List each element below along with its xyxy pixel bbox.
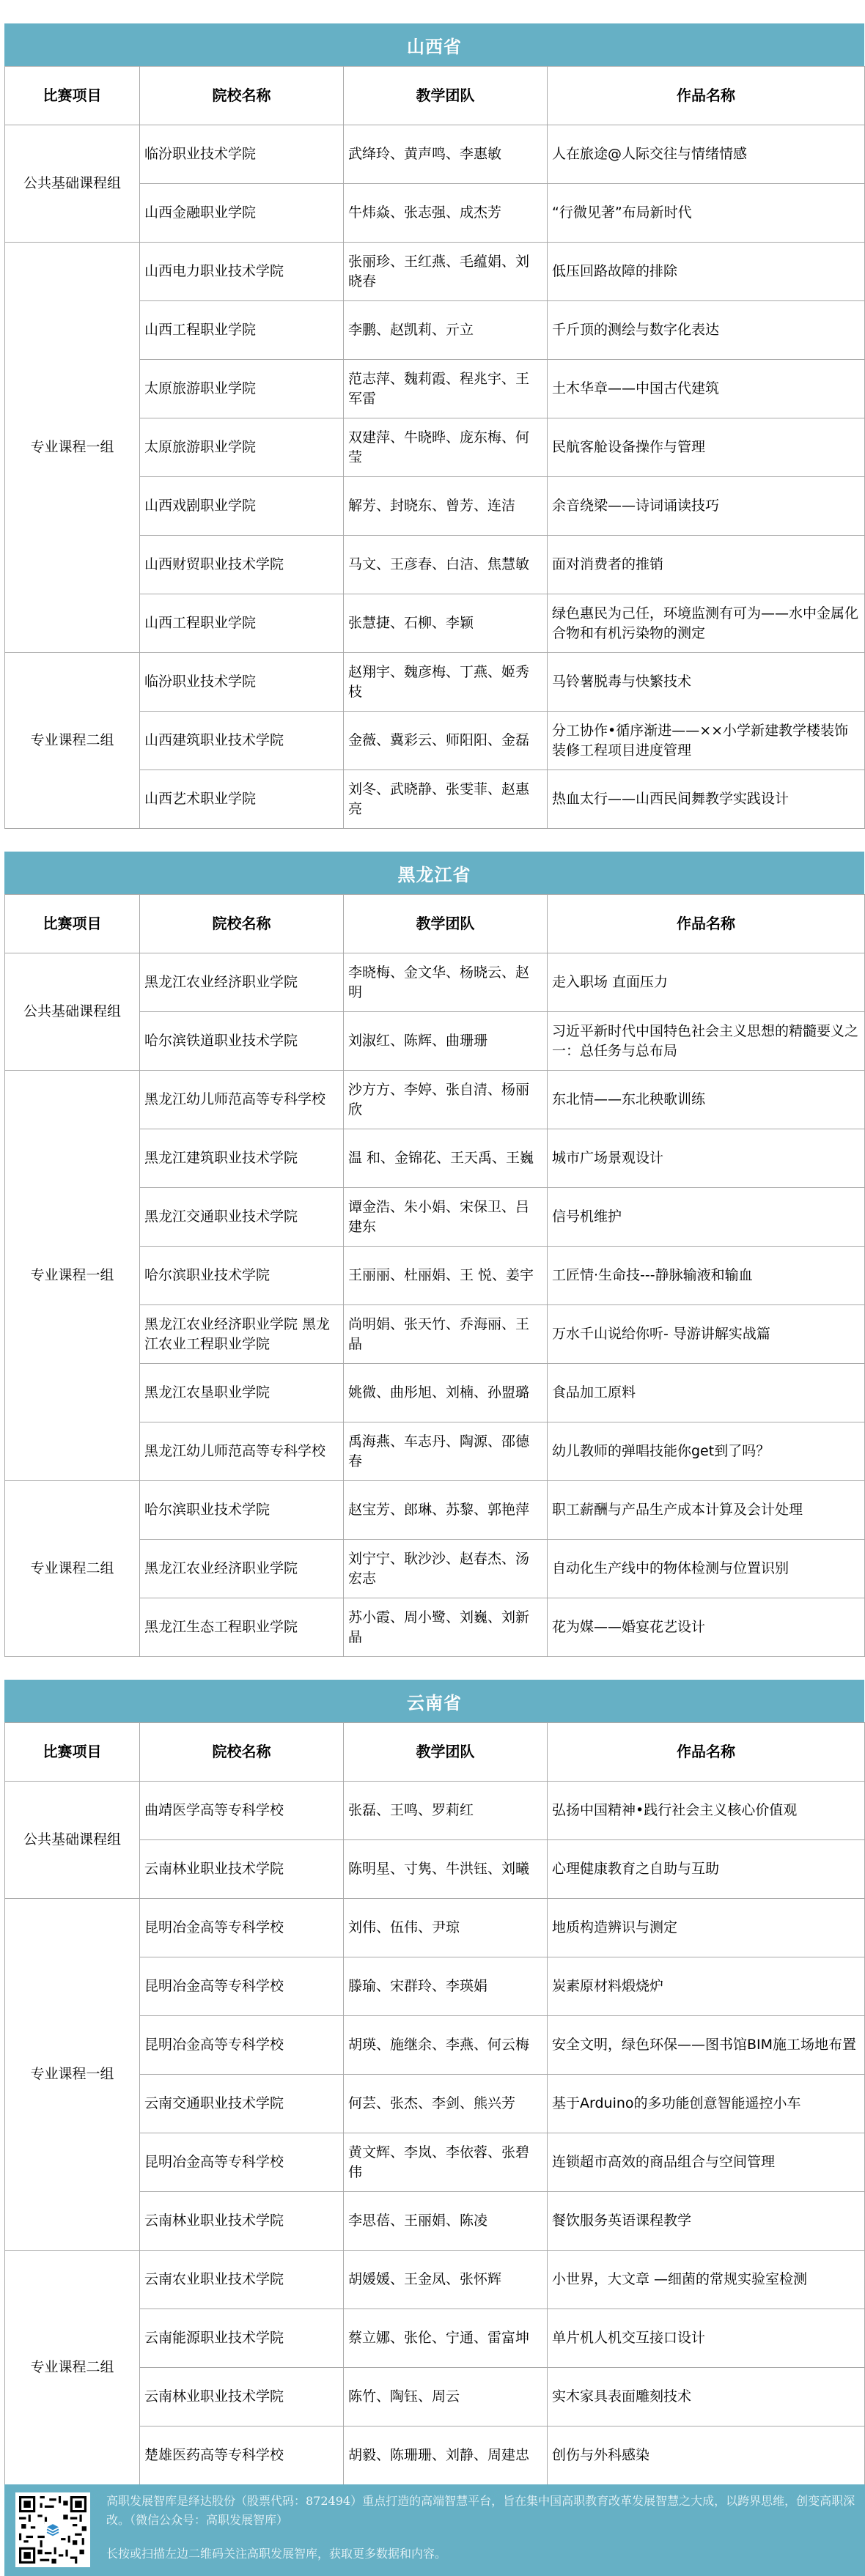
team-cell: 范志萍、魏莉霞、程兆宇、王军雷 — [344, 360, 548, 418]
team-cell: 双建萍、牛晓晔、庞东梅、何莹 — [344, 418, 548, 477]
school-cell: 昆明冶金高等专科学校 — [140, 1899, 344, 1957]
work-cell: 民航客舱设备操作与管理 — [548, 418, 865, 477]
province-title: 山西省 — [4, 23, 864, 66]
footer-banner — [4, 2484, 865, 2576]
school-cell: 黑龙江交通职业技术学院 — [140, 1188, 344, 1247]
school-cell: 太原旅游职业学院 — [140, 418, 344, 477]
table-row — [5, 653, 865, 712]
team-cell: 金薇、冀彩云、师阳阳、金磊 — [344, 712, 548, 770]
school-cell: 云南林业职业技术学院 — [140, 1840, 344, 1899]
category-cell: 专业课程二组 — [5, 653, 140, 829]
awards-table — [4, 66, 865, 829]
work-cell: 心理健康教育之自助与互助 — [548, 1840, 865, 1899]
work-cell: 低压回路故障的排除 — [548, 243, 865, 301]
awards-table — [4, 1722, 865, 2485]
qr-code-icon[interactable] — [15, 2492, 90, 2567]
school-cell: 山西工程职业学院 — [140, 594, 344, 653]
school-cell: 临汾职业技术学院 — [140, 653, 344, 712]
team-cell: 尚明娟、张天竹、乔海丽、王晶 — [344, 1305, 548, 1364]
team-cell: 胡毅、陈珊珊、刘静、周建忠 — [344, 2426, 548, 2485]
work-cell: 职工薪酬与产品生产成本计算及会计处理 — [548, 1481, 865, 1540]
table-row — [5, 953, 865, 1012]
column-header-work: 作品名称 — [548, 895, 865, 953]
column-header-category: 比赛项目 — [5, 67, 140, 125]
team-cell: 李鹏、赵凯莉、亓立 — [344, 301, 548, 360]
column-header-school: 院校名称 — [140, 67, 344, 125]
work-cell: 基于Arduino的多功能创意智能遥控小车 — [548, 2075, 865, 2133]
team-cell: 滕瑜、宋群玲、李瑛娟 — [344, 1957, 548, 2016]
table-row — [5, 1782, 865, 1840]
work-cell: 绿色惠民为己任，环境监测有可为——水中金属化合物和有机污染物的测定 — [548, 594, 865, 653]
work-cell: 城市广场景观设计 — [548, 1129, 865, 1188]
table-header-row — [5, 895, 865, 953]
team-cell: 陈竹、陶钰、周云 — [344, 2368, 548, 2426]
work-cell: 工匠情·生命技---静脉输液和输血 — [548, 1247, 865, 1305]
work-cell: 走入职场 直面压力 — [548, 953, 865, 1012]
province-section — [4, 852, 864, 1657]
awards-table — [4, 894, 865, 1657]
school-cell: 山西电力职业技术学院 — [140, 243, 344, 301]
table-row — [5, 2251, 865, 2309]
work-cell: 余音绕梁——诗词诵读技巧 — [548, 477, 865, 536]
work-cell: 习近平新时代中国特色社会主义思想的精髓要义之一：总任务与总布局 — [548, 1012, 865, 1071]
school-cell: 山西金融职业学院 — [140, 184, 344, 243]
team-cell: 刘冬、武晓静、张雯菲、赵惠亮 — [344, 770, 548, 829]
work-cell: 食品加工原料 — [548, 1364, 865, 1422]
work-cell: 地质构造辨识与测定 — [548, 1899, 865, 1957]
table-header-row — [5, 67, 865, 125]
province-section — [4, 1680, 864, 2485]
category-cell: 公共基础课程组 — [5, 125, 140, 243]
team-cell: 胡瑛、施继余、李燕、何云梅 — [344, 2016, 548, 2075]
category-cell: 专业课程一组 — [5, 243, 140, 653]
team-cell: 赵宝芳、郎琳、苏黎、郭艳萍 — [344, 1481, 548, 1540]
column-header-school: 院校名称 — [140, 895, 344, 953]
school-cell: 黑龙江农业经济职业学院 黑龙江农业工程职业学院 — [140, 1305, 344, 1364]
school-cell: 云南林业职业技术学院 — [140, 2192, 344, 2251]
category-cell: 专业课程二组 — [5, 2251, 140, 2485]
team-cell: 陈明星、寸隽、牛洪钰、刘曦 — [344, 1840, 548, 1899]
column-header-team: 教学团队 — [344, 67, 548, 125]
school-cell: 昆明冶金高等专科学校 — [140, 2133, 344, 2192]
work-cell: 面对消费者的推销 — [548, 536, 865, 594]
work-cell: 创伤与外科感染 — [548, 2426, 865, 2485]
province-title: 黑龙江省 — [4, 852, 864, 894]
school-cell: 黑龙江农业经济职业学院 — [140, 1540, 344, 1598]
footer-follow-prompt: 长按或扫描左边二维码关注高职发展智库，获取更多数据和内容。 — [106, 2547, 447, 2561]
work-cell: 炭素原材料煅烧炉 — [548, 1957, 865, 2016]
work-cell: 安全文明，绿色环保——图书馆BIM施工场地布置 — [548, 2016, 865, 2075]
table-row — [5, 243, 865, 301]
column-header-category: 比赛项目 — [5, 895, 140, 953]
school-cell: 太原旅游职业学院 — [140, 360, 344, 418]
work-cell: 万水千山说给你听- 导游讲解实战篇 — [548, 1305, 865, 1364]
work-cell: 东北情——东北秧歌训练 — [548, 1071, 865, 1129]
school-cell: 昆明冶金高等专科学校 — [140, 2016, 344, 2075]
work-cell: 马铃薯脱毒与快繁技术 — [548, 653, 865, 712]
work-cell: 千斤顶的测绘与数字化表达 — [548, 301, 865, 360]
school-cell: 哈尔滨铁道职业技术学院 — [140, 1012, 344, 1071]
team-cell: 苏小霞、周小鹭、刘巍、刘新晶 — [344, 1598, 548, 1657]
team-cell: 李晓梅、金文华、杨晓云、赵明 — [344, 953, 548, 1012]
school-cell: 黑龙江农业经济职业学院 — [140, 953, 344, 1012]
work-cell: 热血太行——山西民间舞教学实践设计 — [548, 770, 865, 829]
school-cell: 云南农业职业技术学院 — [140, 2251, 344, 2309]
team-cell: 张丽珍、王红燕、毛蕴娟、刘晓春 — [344, 243, 548, 301]
school-cell: 云南能源职业技术学院 — [140, 2309, 344, 2368]
column-header-team: 教学团队 — [344, 895, 548, 953]
team-cell: 王丽丽、杜丽娟、王 悦、姜宇 — [344, 1247, 548, 1305]
table-row — [5, 1071, 865, 1129]
qr-code-graphic — [19, 2496, 86, 2564]
team-cell: 牛炜焱、张志强、成杰芳 — [344, 184, 548, 243]
work-cell: 分工协作•循序渐进——××小学新建教学楼装饰装修工程项目进度管理 — [548, 712, 865, 770]
work-cell: 自动化生产线中的物体检测与位置识别 — [548, 1540, 865, 1598]
category-cell: 专业课程一组 — [5, 1071, 140, 1481]
school-cell: 临汾职业技术学院 — [140, 125, 344, 184]
province-section — [4, 23, 864, 829]
school-cell: 昆明冶金高等专科学校 — [140, 1957, 344, 2016]
category-cell: 公共基础课程组 — [5, 1782, 140, 1899]
work-cell: 实木家具表面雕刻技术 — [548, 2368, 865, 2426]
school-cell: 云南林业职业技术学院 — [140, 2368, 344, 2426]
team-cell: 刘宁宁、耿沙沙、赵春杰、汤宏志 — [344, 1540, 548, 1598]
footer-description: 高职发展智库是绎达股份（股票代码：872494）重点打造的高端智慧平台，旨在集中国高职教育改革发展智慧之大成，以跨界思维，创变高职深改。（微信公众号：高职发展智库） — [106, 2494, 855, 2527]
team-cell: 刘伟、伍伟、尹琼 — [344, 1899, 548, 1957]
column-header-school: 院校名称 — [140, 1723, 344, 1782]
school-cell: 哈尔滨职业技术学院 — [140, 1247, 344, 1305]
school-cell: 山西建筑职业技术学院 — [140, 712, 344, 770]
team-cell: 姚微、曲彤旭、刘楠、孙盟璐 — [344, 1364, 548, 1422]
team-cell: 李思蓓、王丽娟、陈凌 — [344, 2192, 548, 2251]
team-cell: 何芸、张杰、李剑、熊兴芳 — [344, 2075, 548, 2133]
category-cell: 公共基础课程组 — [5, 953, 140, 1071]
work-cell: 连锁超市高效的商品组合与空间管理 — [548, 2133, 865, 2192]
school-cell: 楚雄医药高等专科学校 — [140, 2426, 344, 2485]
school-cell: 山西艺术职业学院 — [140, 770, 344, 829]
school-cell: 云南交通职业技术学院 — [140, 2075, 344, 2133]
table-row — [5, 1899, 865, 1957]
work-cell: 信号机维护 — [548, 1188, 865, 1247]
work-cell: 小世界，大文章 —细菌的常规实验室检测 — [548, 2251, 865, 2309]
table-row — [5, 125, 865, 184]
work-cell: 花为媒——婚宴花艺设计 — [548, 1598, 865, 1657]
category-cell: 专业课程二组 — [5, 1481, 140, 1657]
column-header-team: 教学团队 — [344, 1723, 548, 1782]
team-cell: 胡媛媛、王金凤、张怀辉 — [344, 2251, 548, 2309]
school-cell: 曲靖医学高等专科学校 — [140, 1782, 344, 1840]
team-cell: 解芳、封晓东、曾芳、连洁 — [344, 477, 548, 536]
work-cell: 人在旅途@人际交往与情绪情感 — [548, 125, 865, 184]
footer-text — [106, 2492, 861, 2564]
school-cell: 哈尔滨职业技术学院 — [140, 1481, 344, 1540]
school-cell: 黑龙江幼儿师范高等专科学校 — [140, 1422, 344, 1481]
school-cell: 黑龙江农垦职业学院 — [140, 1364, 344, 1422]
work-cell: 弘扬中国精神•践行社会主义核心价值观 — [548, 1782, 865, 1840]
team-cell: 马文、王彦春、白洁、焦慧敏 — [344, 536, 548, 594]
team-cell: 刘淑红、陈辉、曲珊珊 — [344, 1012, 548, 1071]
work-cell: “行微见著”布局新时代 — [548, 184, 865, 243]
work-cell: 幼儿教师的弹唱技能你get到了吗？ — [548, 1422, 865, 1481]
category-cell: 专业课程一组 — [5, 1899, 140, 2251]
team-cell: 武绛玲、黄声鸣、李惠敏 — [344, 125, 548, 184]
team-cell: 禹海燕、车志丹、陶源、邵德春 — [344, 1422, 548, 1481]
school-cell: 山西财贸职业技术学院 — [140, 536, 344, 594]
column-header-work: 作品名称 — [548, 1723, 865, 1782]
team-cell: 温 和、金锦花、王天禹、王巍 — [344, 1129, 548, 1188]
province-title: 云南省 — [4, 1680, 864, 1722]
team-cell: 谭金浩、朱小娟、宋保卫、吕建东 — [344, 1188, 548, 1247]
team-cell: 张磊、王鸣、罗莉红 — [344, 1782, 548, 1840]
table-row — [5, 1481, 865, 1540]
team-cell: 赵翔宇、魏彦梅、丁燕、姬秀枝 — [344, 653, 548, 712]
school-cell: 黑龙江建筑职业技术学院 — [140, 1129, 344, 1188]
work-cell: 土木华章——中国古代建筑 — [548, 360, 865, 418]
school-cell: 山西戏剧职业学院 — [140, 477, 344, 536]
team-cell: 黄文辉、李岚、李依蓉、张碧伟 — [344, 2133, 548, 2192]
school-cell: 黑龙江生态工程职业学院 — [140, 1598, 344, 1657]
work-cell: 单片机人机交互接口设计 — [548, 2309, 865, 2368]
column-header-work: 作品名称 — [548, 67, 865, 125]
column-header-category: 比赛项目 — [5, 1723, 140, 1782]
team-cell: 张慧捷、石柳、李颖 — [344, 594, 548, 653]
school-cell: 黑龙江幼儿师范高等专科学校 — [140, 1071, 344, 1129]
team-cell: 沙方方、李婷、张自清、杨丽欣 — [344, 1071, 548, 1129]
team-cell: 蔡立娜、张伦、宁通、雷富坤 — [344, 2309, 548, 2368]
school-cell: 山西工程职业学院 — [140, 301, 344, 360]
table-header-row — [5, 1723, 865, 1782]
work-cell: 餐饮服务英语课程教学 — [548, 2192, 865, 2251]
